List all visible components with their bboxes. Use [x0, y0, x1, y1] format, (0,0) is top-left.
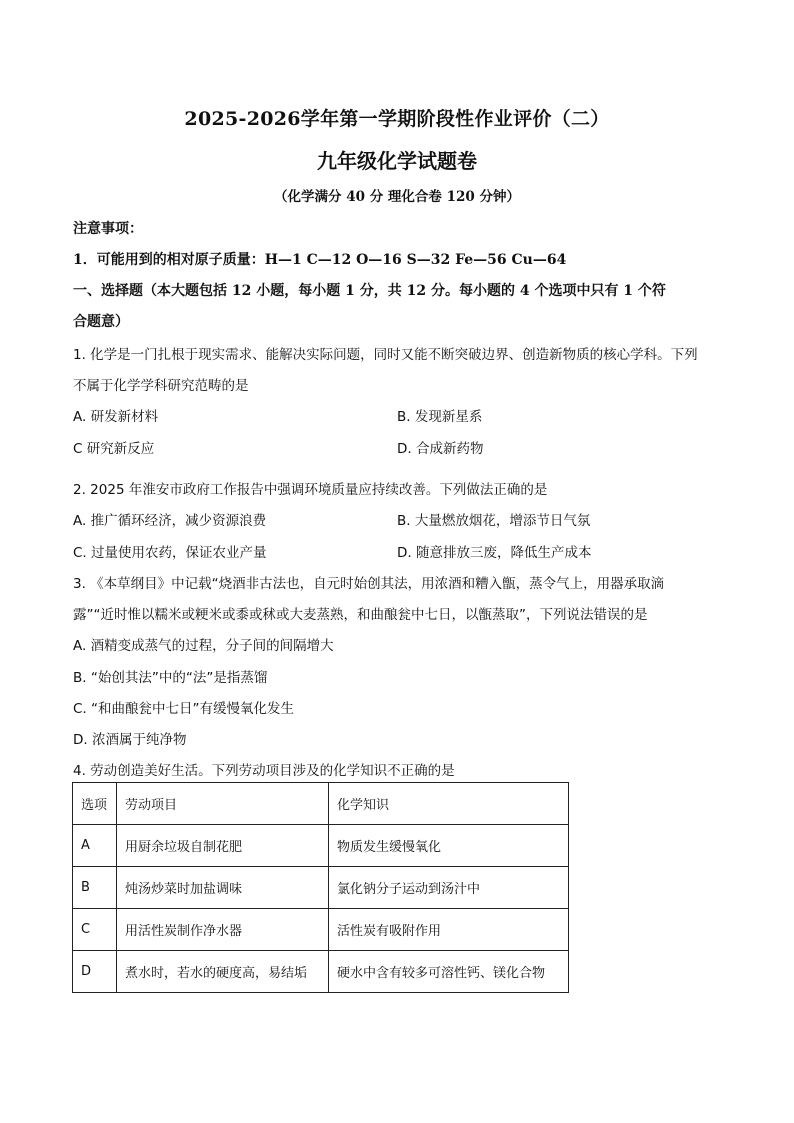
table-cell: A: [73, 825, 117, 867]
table-cell: 煮水时，若水的硬度高，易结垢: [117, 951, 329, 993]
q1-option-c: C 研究新反应: [73, 441, 155, 457]
q3-stem-line1: 3. 《本草纲目》中记载“烧酒非古法也，自元时始创其法，用浓酒和糟入甑，蒸令气上，用器承取滴: [73, 576, 665, 592]
table-cell: 炖汤炒菜时加盐调味: [117, 867, 329, 909]
notice-heading: 注意事项：: [73, 221, 143, 237]
table-row: [73, 867, 569, 909]
table-cell: 氯化钠分子运动到汤汁中: [329, 867, 569, 909]
section-heading-line2: 合题意）: [73, 314, 129, 330]
table-header-cell: 选项: [73, 783, 117, 825]
q4-stem: 4. 劳动创造美好生活。下列劳动项目涉及的化学知识不正确的是: [73, 763, 455, 779]
exam-title: 2025-2026学年第一学期阶段性作业评价（二）: [184, 108, 610, 130]
q2-stem: 2. 2025 年淮安市政府工作报告中强调环境质量应持续改善。下列做法正确的是: [73, 482, 548, 498]
q2-option-d: D. 随意排放三废，降低生产成本: [397, 545, 592, 561]
table-cell: C: [73, 909, 117, 951]
exam-subtitle: 九年级化学试题卷: [317, 149, 477, 173]
q2-option-b: B. 大量燃放烟花，增添节日气氛: [397, 513, 591, 529]
table-cell: 活性炭有吸附作用: [329, 909, 569, 951]
q3-stem-line2: 露”“近时惟以糯米或粳米或黍或秫或大麦蒸熟，和曲酿瓮中七日，以甑蒸取”，下列说法错误的是: [73, 607, 648, 623]
q1-option-d: D. 合成新药物: [397, 441, 484, 457]
q3-option-d: D. 浓酒属于纯净物: [73, 732, 187, 748]
table-row: [73, 909, 569, 951]
table-row: [73, 825, 569, 867]
table-cell: B: [73, 867, 117, 909]
q2-option-c: C. 过量使用农药，保证农业产量: [73, 545, 267, 561]
table-header-cell: 劳动项目: [117, 783, 329, 825]
exam-score-note: （化学满分 40 分 理化合卷 120 分钟）: [274, 189, 520, 205]
q4-table: [72, 782, 569, 993]
table-cell: 物质发生缓慢氧化: [329, 825, 569, 867]
table-header-row: [73, 783, 569, 825]
q1-option-b: B. 发现新星系: [397, 409, 483, 425]
q2-option-a: A. 推广循环经济，减少资源浪费: [73, 513, 267, 529]
atomic-mass-note: 1．可能用到的相对原子质量：H—1 C—12 O—16 S—32 Fe—56 Cu—64: [73, 252, 567, 268]
table-cell: 用活性炭制作净水器: [117, 909, 329, 951]
q1-option-a: A. 研发新材料: [73, 409, 159, 425]
section-heading-line1: 一、选择题（本大题包括 12 小题，每小题 1 分，共 12 分。每小题的 4 个选项中只有 1 个符: [73, 283, 666, 299]
q3-option-c: C. “和曲酿瓮中七日”有缓慢氧化发生: [73, 701, 294, 717]
table-cell: 硬水中含有较多可溶性钙、镁化合物: [329, 951, 569, 993]
table-cell: D: [73, 951, 117, 993]
q3-option-b: B. “始创其法”中的“法”是指蒸馏: [73, 670, 268, 686]
table-cell: 用厨余垃圾自制花肥: [117, 825, 329, 867]
q3-option-a: A. 酒精变成蒸气的过程，分子间的间隔增大: [73, 638, 334, 654]
table-header-cell: 化学知识: [329, 783, 569, 825]
q1-stem-line1: 1. 化学是一门扎根于现实需求、能解决实际问题，同时又能不断突破边界、创造新物质的核心学科。下列: [73, 347, 698, 363]
table-row: [73, 951, 569, 993]
q1-stem-line2: 不属于化学学科研究范畴的是: [73, 378, 249, 394]
